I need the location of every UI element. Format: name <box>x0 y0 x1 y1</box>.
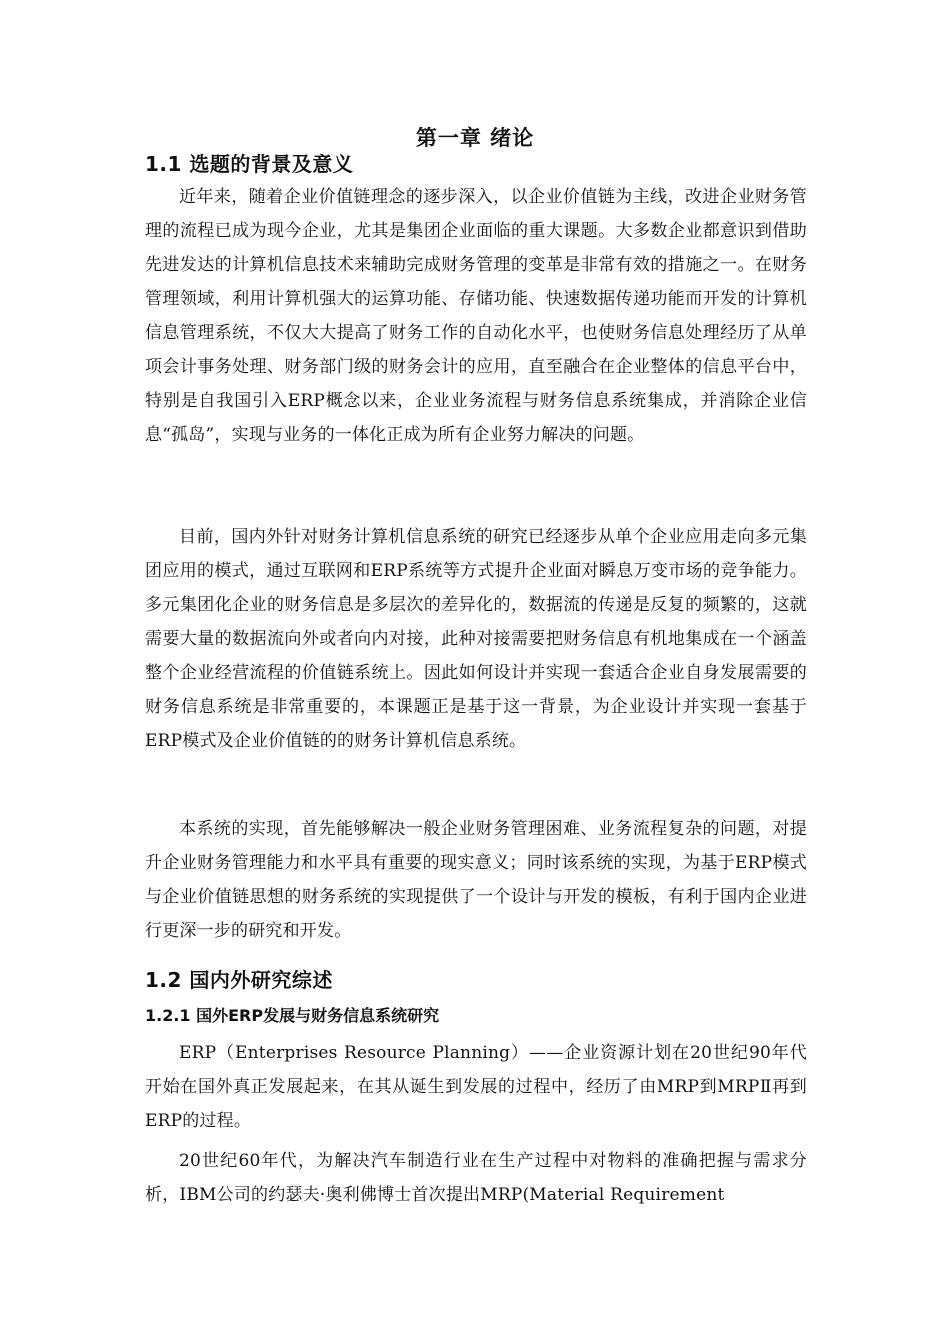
paragraph-mrp-origin: 20世纪60年代，为解决汽车制造行业在生产过程中对物料的准确把握与需求分析，IBM公司的约瑟夫·奥利佛博士首次提出MRP(Material Requirement <box>145 1151 807 1205</box>
chapter-title: 第一章 绪论 <box>415 126 535 150</box>
paragraph-background: 近年来，随着企业价值链理念的逐步深入，以企业价值链为主线，改进企业财务管理的流程已成为现今企业，尤其是集团企业面临的重大课题。大多数企业都意识到借助先进发达的计算机信息技术来辅助完成财务管理的变革是非常有效的措施之一。在财务管理领域，利用计算机强大的运算功能、存储功能、快速数据传递功能而开发的计算机信息管理系统，不仅大大提高了财务工作的自动化水平，也使财务信息处理经历了从单项会计事务处理、财务部门级的财务会计的应用，直至融合在企业整体的信息平台中，特别是自我国引入ERP概念以来，企业业务流程与财务信息系统集成，并消除企业信息“孤岛”，实现与业务的一体化正成为所有企业努力解决的问题。 <box>145 187 807 445</box>
subsection-heading-1-2-1: 1.2.1 国外ERP发展与财务信息系统研究 <box>145 1006 440 1025</box>
section-heading-1-1: 1.1 选题的背景及意义 <box>145 152 354 176</box>
section-heading-1-2: 1.2 国内外研究综述 <box>145 968 333 992</box>
paragraph-significance: 本系统的实现，首先能够解决一般企业财务管理困难、业务流程复杂的问题，对提升企业财务管理能力和水平具有重要的现实意义；同时该系统的实现，为基于ERP模式与企业价值链思想的财务系统的实现提供了一个设计与开发的模板，有利于国内企业进行更深一步的研究和开发。 <box>145 819 807 941</box>
paragraph-current-research: 目前，国内外针对财务计算机信息系统的研究已经逐步从单个企业应用走向多元集团应用的模式，通过互联网和ERP系统等方式提升企业面对瞬息万变市场的竞争能力。多元集团化企业的财务信息是多层次的差异化的，数据流的传递是反复的频繁的，这就需要大量的数据流向外或者向内对接，此种对接需要把财务信息有机地集成在一个涵盖整个企业经营流程的价值链系统上。因此如何设计并实现一套适合企业自身发展需要的财务信息系统是非常重要的，本课题正是基于这一背景，为企业设计并实现一套基于ERP模式及企业价值链的的财务计算机信息系统。 <box>145 527 807 751</box>
paragraph-erp-history: ERP（Enterprises Resource Planning）——企业资源计划在20世纪90年代开始在国外真正发展起来，在其从诞生到发展的过程中，经历了由MRP到MRPⅡ再到ERP的过程。 <box>145 1043 807 1131</box>
